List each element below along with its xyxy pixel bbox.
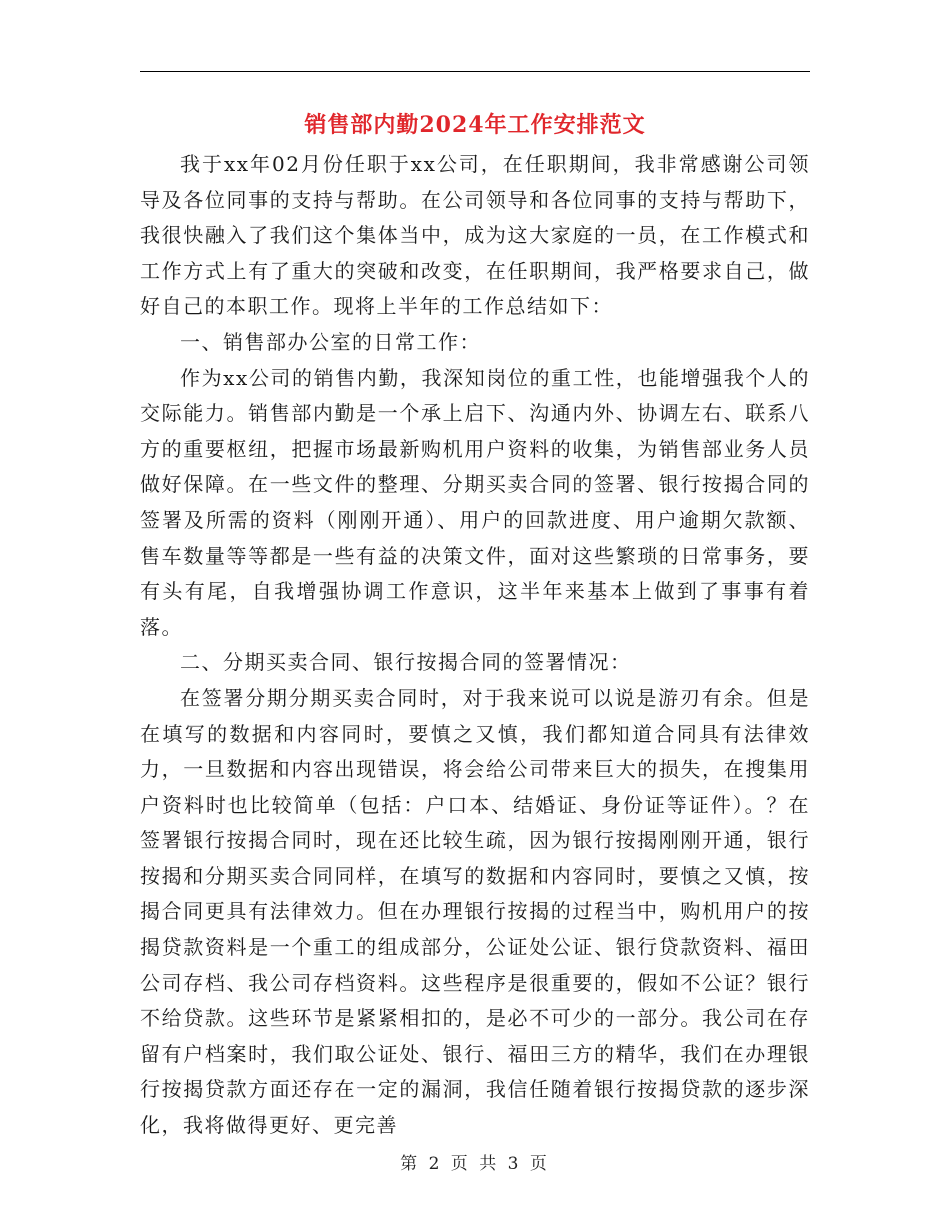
header-rule xyxy=(140,71,810,72)
paragraph-section-2: 在签署分期分期买卖合同时，对于我来说可以说是游刃有余。但是在填写的数据和内容同时，要慎之又慎，我们都知道合同具有法律效力，一旦数据和内容出现错误，将会给公司带来巨大的损失，在搜集用户资料时也比较简单（包括：户口本、结婚证、身份证等证件）。？在签署银行按揭合同时，现在还比较生疏，因为银行按揭刚刚开通，银行按揭和分期买卖合同同样，在填写的数据和内容同时，要慎之又慎，按揭合同更具有法律效力。但在办理银行按揭的过程当中，购机用户的按揭贷款资料是一个重工的组成部分，公证处公证、银行贷款资料、福田公司存档、我公司存档资料。这些程序是很重要的，假如不公证？银行不给贷款。这些环节是紧紧相扣的，是必不可少的一部分。我公司在存留有户档案时，我们取公证处、银行、福田三方的精华，我们在办理银行按揭贷款方面还存在一定的漏洞，我信任随着银行按揭贷款的逐步深化，我将做得更好、更完善 xyxy=(140,685,810,1138)
document-title: 销售部内勤2024年工作安排范文 xyxy=(304,112,646,138)
paragraph-section-1: 作为xx公司的销售内勤，我深知岗位的重工性，也能增强我个人的交际能力。销售部内勤是一个承上启下、沟通内外、协调左右、联系八方的重要枢纽，把握市场最新购机用户资料的收集，为销售部业务人员做好保障。在一些文件的整理、分期买卖合同的签署、银行按揭合同的签署及所需的资料（刚刚开通）、用户的回款进度、用户逾期欠款额、售车数量等等都是一些有益的决策文件，面对这些繁琐的日常事务，要有头有尾，自我增强协调工作意识，这半年来基本上做到了事事有着落。 xyxy=(140,365,810,639)
section-heading-1: 一、销售部办公室的日常工作： xyxy=(180,329,481,354)
page-footer: 第 2 页 共 3 页 xyxy=(400,1154,550,1174)
document-body xyxy=(140,147,810,1144)
section-heading-2: 二、分期买卖合同、银行按揭合同的签署情况： xyxy=(180,650,632,675)
paragraph-intro: 我于xx年02月份任职于xx公司，在任职期间，我非常感谢公司领导及各位同事的支持与帮助。在公司领导和各位同事的支持与帮助下，我很快融入了我们这个集体当中，成为这大家庭的一员，在工作模式和工作方式上有了重大的突破和改变，在任职期间，我严格要求自己，做好自己的本职工作。现将上半年的工作总结如下： xyxy=(140,152,810,319)
